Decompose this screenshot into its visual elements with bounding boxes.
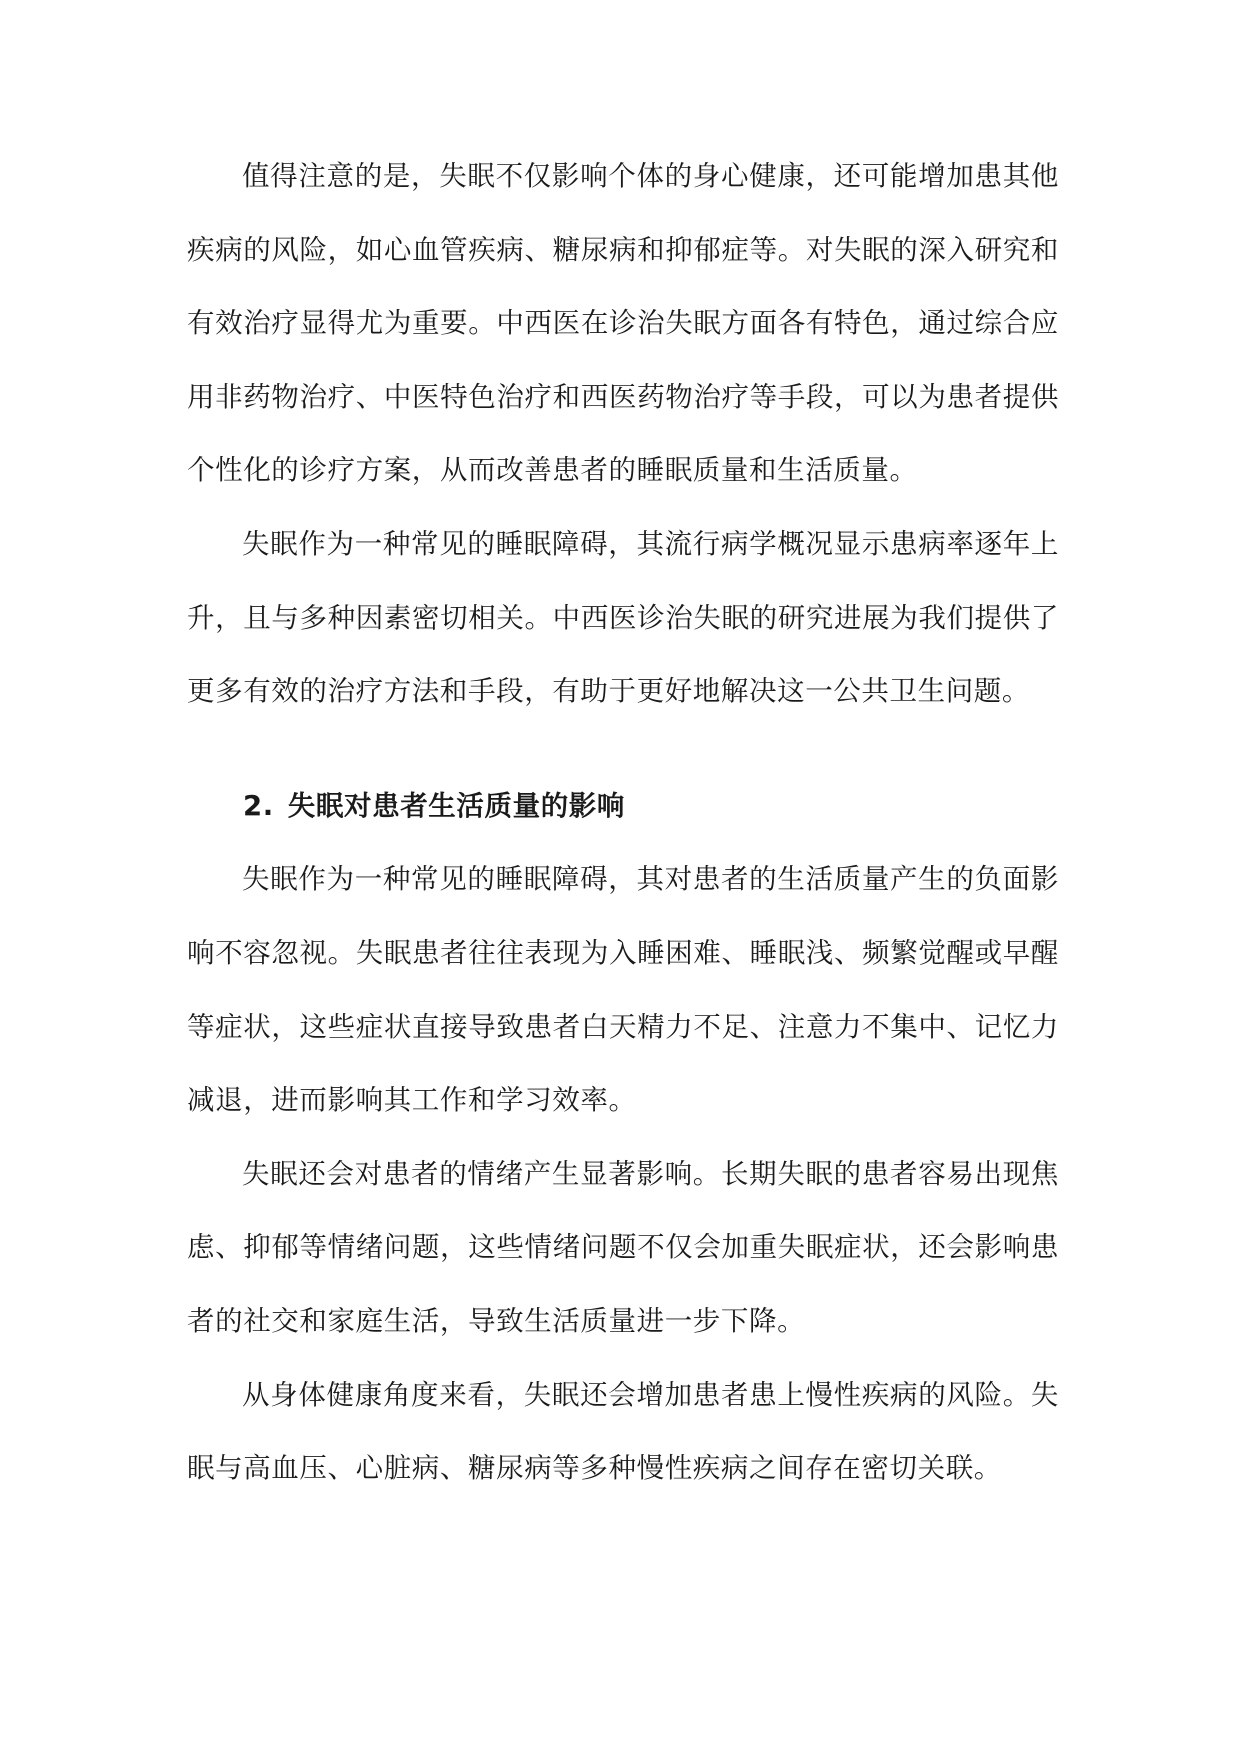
paragraph: 从身体健康角度来看，失眠还会增加患者患上慢性疾病的风险。失眠与高血压、心脏病、糖尿病等多种慢性疾病之间存在密切关联。: [187, 1378, 1059, 1485]
paragraph: 失眠还会对患者的情绪产生显著影响。长期失眠的患者容易出现焦虑、抑郁等情绪问题，这些情绪问题不仅会加重失眠症状，还会影响患者的社交和家庭生活，导致生活质量进一步下降。: [187, 1157, 1059, 1337]
paragraph: 失眠作为一种常见的睡眠障碍，其对患者的生活质量产生的负面影响不容忽视。失眠患者往往表现为入睡困难、睡眠浅、频繁觉醒或早醒等症状，这些症状直接导致患者白天精力不足、注意力不集中、记忆力减退，进而影响其工作和学习效率。: [187, 863, 1059, 1117]
section-heading: [187, 770, 1059, 844]
document-body: [187, 140, 1059, 1506]
section-title: 失眠对患者生活质量的影响: [287, 789, 625, 822]
paragraph: 值得注意的是，失眠不仅影响个体的身心健康，还可能增加患其他疾病的风险，如心血管疾病、糖尿病和抑郁症等。对失眠的深入研究和有效治疗显得尤为重要。中西医在诊治失眠方面各有特色，通过综合应用非药物治疗、中医特色治疗和西医药物治疗等手段，可以为患者提供个性化的诊疗方案，从而改善患者的睡眠质量和生活质量。: [187, 160, 1059, 487]
section-number: 2.: [243, 789, 274, 822]
paragraph: 失眠作为一种常见的睡眠障碍，其流行病学概况显示患病率逐年上升，且与多种因素密切相关。中西医诊治失眠的研究进展为我们提供了更多有效的治疗方法和手段，有助于更好地解决这一公共卫生问题。: [187, 527, 1059, 708]
